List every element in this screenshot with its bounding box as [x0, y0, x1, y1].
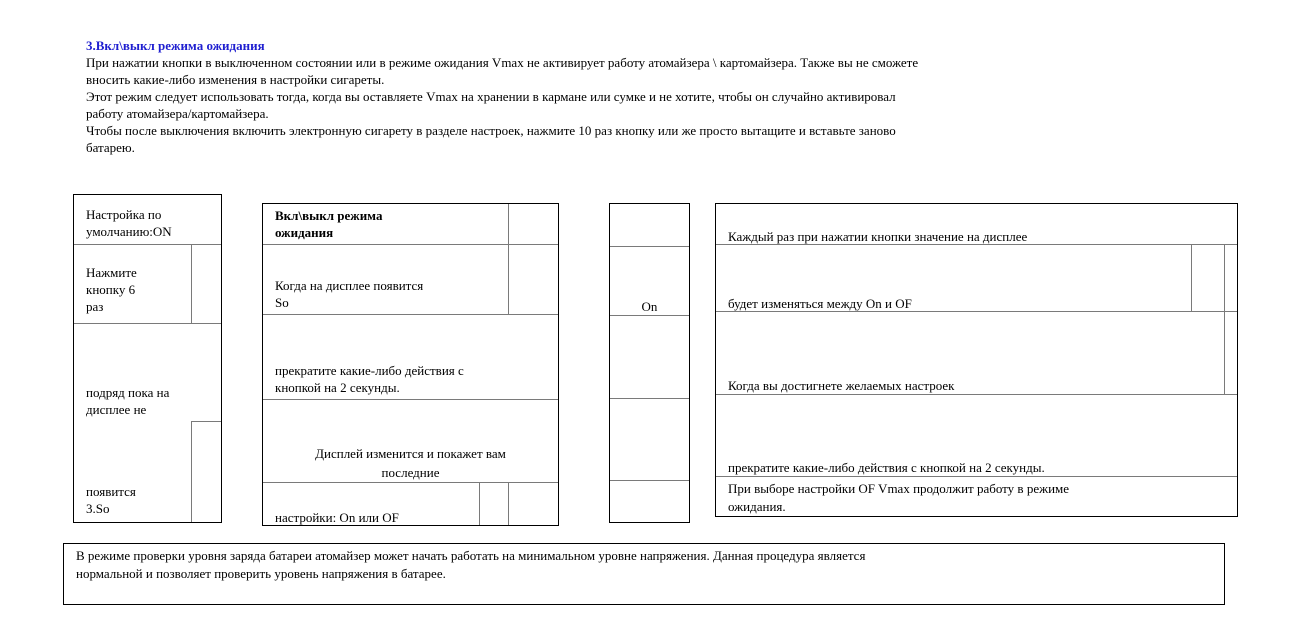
appears-code: 3.So [86, 501, 110, 516]
intro-line: батарею. [86, 140, 135, 155]
display-value-box [609, 203, 690, 523]
intro-section [86, 37, 1236, 156]
until-instruction: дисплее не [86, 402, 147, 417]
toggle-between: будет изменяться между On и OF [728, 296, 912, 311]
intro-line: работу атомайзера/картомайзера. [86, 106, 269, 121]
toggle-of-note: ожидания. [728, 499, 786, 514]
default-settings-box [73, 194, 222, 523]
note-line: В режиме проверки уровня заряда батареи атомайзер может начать работать на минимальном уровне напряжения. Данная процедура является [76, 548, 866, 563]
intro-line: При нажатии кнопки в выключенном состоянии или в режиме ожидания Vmax не активирует работу атомайзера \ картомайзера. Также вы не сможете [86, 55, 919, 70]
intro-line: Чтобы после выключения включить электронную сигарету в разделе настроек, нажмите 10 раз кнопку или же просто вытащите и вставьте заново [86, 123, 896, 138]
battery-check-note [63, 543, 1225, 605]
step-when-code: So [275, 295, 289, 310]
step-display: Дисплей изменится и покажет вам [315, 446, 506, 461]
settings-toggle-box [715, 203, 1238, 517]
press-instruction: кнопку 6 [86, 282, 136, 297]
toggle-of-note: При выборе настройки OF Vmax продолжит работу в режиме [728, 481, 1070, 496]
step-display: последние [381, 465, 440, 480]
press-instruction: раз [86, 299, 104, 314]
toggle-stop: прекратите какие-либо действия с кнопкой на 2 секунды. [728, 460, 1045, 475]
toggle-each-time: Каждый раз при нажатии кнопки значение на дисплее [728, 229, 1028, 244]
step-stop: кнопкой на 2 секунды. [275, 380, 400, 395]
standby-steps-box [262, 203, 559, 526]
intro-line: вносить какие-либо изменения в настройки сигареты. [86, 72, 385, 87]
display-value: On [641, 299, 658, 314]
step-stop: прекратите какие-либо действия с [275, 363, 464, 378]
section-title: 3.Вкл\выкл режима ожидания [86, 38, 265, 53]
toggle-reach: Когда вы достигнете желаемых настроек [728, 378, 955, 393]
until-instruction: подряд пока на [86, 385, 170, 400]
steps-header: Вкл\выкл режима [275, 208, 383, 223]
default-setting-value: умолчанию:ON [86, 224, 172, 239]
default-setting-line: Настройка по [86, 207, 162, 222]
press-instruction: Нажмите [86, 265, 137, 280]
step-when: Когда на дисплее появится [275, 278, 424, 293]
intro-line: Этот режим следует использовать тогда, когда вы оставляете Vmax на хранении в кармане или сумке и не хотите, чтобы он случайно активировал [86, 89, 896, 104]
step-settings: настройки: On или OF [275, 510, 399, 525]
steps-header: ожидания [275, 225, 334, 240]
appears-instruction: появится [86, 484, 136, 499]
note-line: нормальной и позволяет проверить уровень напряжения в батарее. [76, 566, 446, 581]
